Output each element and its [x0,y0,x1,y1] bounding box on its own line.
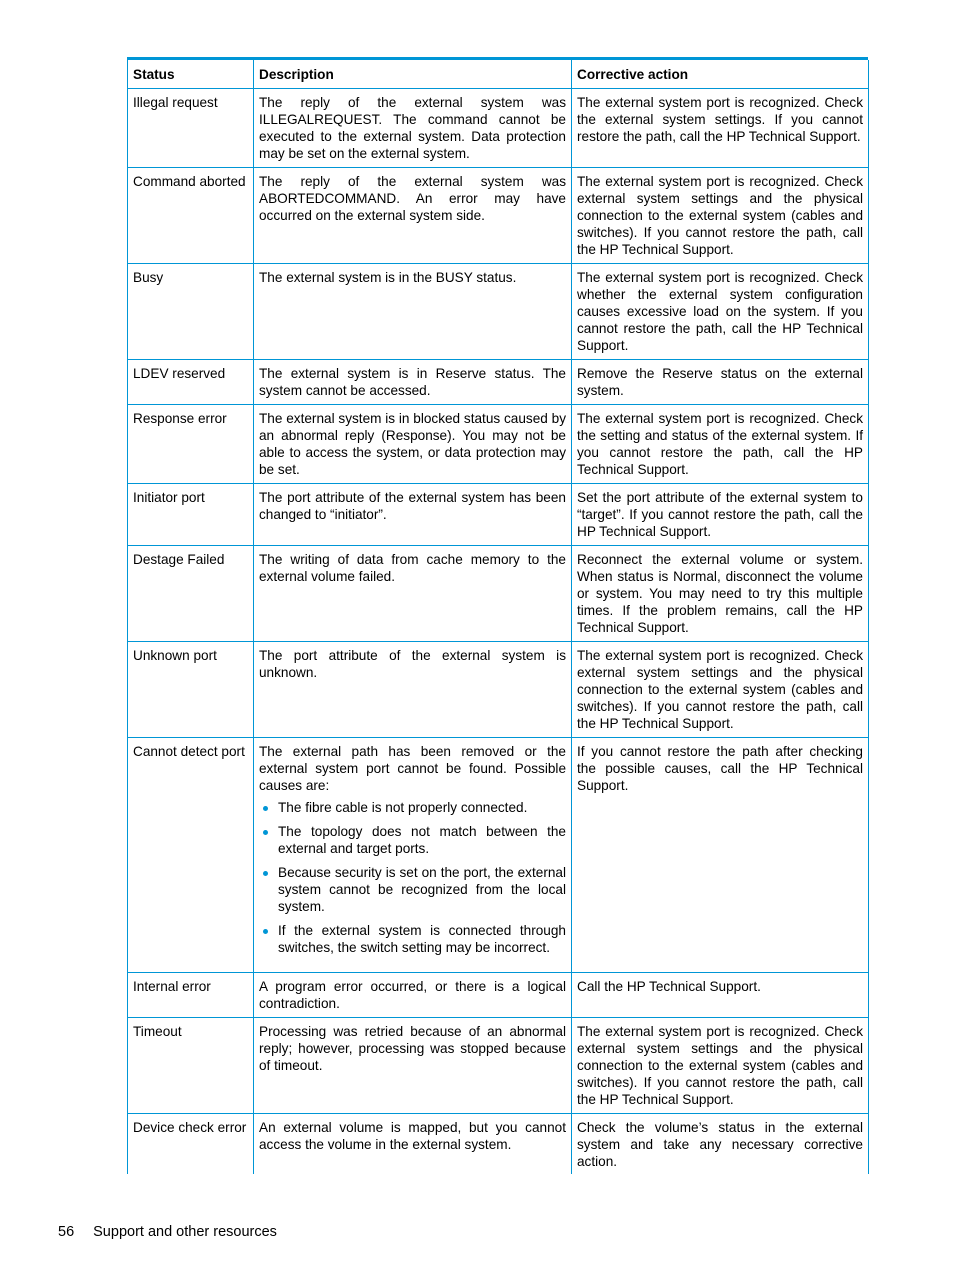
description-cell: An external volume is mapped, but you cannot access the volume in the external system. [254,1114,572,1175]
table-row [128,405,869,484]
description-cell [254,738,572,973]
section-title: Support and other resources [93,1224,277,1240]
table-row [128,360,869,405]
list-item [278,799,566,816]
table-row [128,642,869,738]
status-cell: Response error [128,405,254,484]
corrective-action-cell: Set the port attribute of the external system to “target”. If you cannot restore the path, call the HP Technical Support. [572,484,869,546]
status-cell: Cannot detect port [128,738,254,973]
cause-text: Because security is set on the port, the external system cannot be recognized from the local system. [278,865,566,914]
corrective-action-cell: If you cannot restore the path after checking the possible causes, call the HP Technical Support. [572,738,869,973]
status-cell: Illegal request [128,89,254,168]
description-cell: The reply of the external system was ABORTEDCOMMAND. An error may have occurred on the external system side. [254,168,572,264]
page-footer [58,1223,277,1241]
status-cell: Unknown port [128,642,254,738]
corrective-action-cell: The external system port is recognized. Check the external system settings. If you cannot restore the path, call the HP Technical Support. [572,89,869,168]
description-cell: Processing was retried because of an abnormal reply; however, processing was stopped because of timeout. [254,1018,572,1114]
bullet-icon [263,806,268,811]
table-row [128,484,869,546]
bullet-icon [263,871,268,876]
status-cell: Busy [128,264,254,360]
corrective-action-cell: The external system port is recognized. Check external system settings and the physical connection to the external system (cables and switches). If you cannot restore the path, call the HP Technical Support. [572,642,869,738]
table-row [128,89,869,168]
table-row [128,973,869,1018]
table-row [128,168,869,264]
status-cell: Initiator port [128,484,254,546]
bullet-icon [263,830,268,835]
table-row [128,1018,869,1114]
list-item [278,823,566,857]
header-status: Status [128,60,254,89]
status-table [127,60,869,1174]
corrective-action-cell: The external system port is recognized. Check whether the external system configuration causes excessive load on the system. If you cannot restore the path, call the HP Technical Support. [572,264,869,360]
possible-causes-list [259,799,566,956]
status-table-container [127,57,868,1174]
corrective-action-cell: The external system port is recognized. Check the setting and status of the external system. If you cannot restore the path, call the HP Technical Support. [572,405,869,484]
description-cell: The external system is in the BUSY status. [254,264,572,360]
page-number: 56 [58,1224,75,1240]
description-cell: The writing of data from cache memory to the external volume failed. [254,546,572,642]
description-cell: A program error occurred, or there is a logical contradiction. [254,973,572,1018]
corrective-action-cell: The external system port is recognized. Check external system settings and the physical connection to the external system (cables and switches). If you cannot restore the path, call the HP Technical Support. [572,168,869,264]
description-cell: The port attribute of the external system is unknown. [254,642,572,738]
status-cell: LDEV reserved [128,360,254,405]
corrective-action-cell: The external system port is recognized. Check external system settings and the physical connection to the external system (cables and switches). If you cannot restore the path, call the HP Technical Support. [572,1018,869,1114]
list-item [278,922,566,956]
description-cell: The reply of the external system was ILLEGALREQUEST. The command cannot be executed to the external system. Data protection may be set on the external system. [254,89,572,168]
status-cell: Command aborted [128,168,254,264]
list-item [278,864,566,915]
status-cell: Destage Failed [128,546,254,642]
bullet-icon [263,929,268,934]
description-cell: The port attribute of the external system has been changed to “initiator”. [254,484,572,546]
table-row [128,546,869,642]
table-row [128,1114,869,1175]
status-cell: Timeout [128,1018,254,1114]
cause-text: If the external system is connected through switches, the switch setting may be incorrect. [278,923,566,955]
table-header-row [128,60,869,89]
description-cell: The external system is in Reserve status. The system cannot be accessed. [254,360,572,405]
table-row [128,264,869,360]
corrective-action-cell: Check the volume’s status in the external system and take any necessary corrective action. [572,1114,869,1175]
status-cell: Internal error [128,973,254,1018]
description-cell: The external system is in blocked status caused by an abnormal reply (Response). You may not be able to access the system, or data protection may be set. [254,405,572,484]
corrective-action-cell: Call the HP Technical Support. [572,973,869,1018]
table-row [128,738,869,973]
description-intro: The external path has been removed or the external system port cannot be found. Possible causes are: [259,744,566,793]
header-corrective-action: Corrective action [572,60,869,89]
corrective-action-cell: Reconnect the external volume or system. When status is Normal, disconnect the volume or system. You may need to try this multiple times. If the problem remains, call the HP Technical Support. [572,546,869,642]
status-cell: Device check error [128,1114,254,1175]
cause-text: The fibre cable is not properly connected. [278,800,528,815]
header-description: Description [254,60,572,89]
corrective-action-cell: Remove the Reserve status on the external system. [572,360,869,405]
cause-text: The topology does not match between the external and target ports. [278,824,566,856]
